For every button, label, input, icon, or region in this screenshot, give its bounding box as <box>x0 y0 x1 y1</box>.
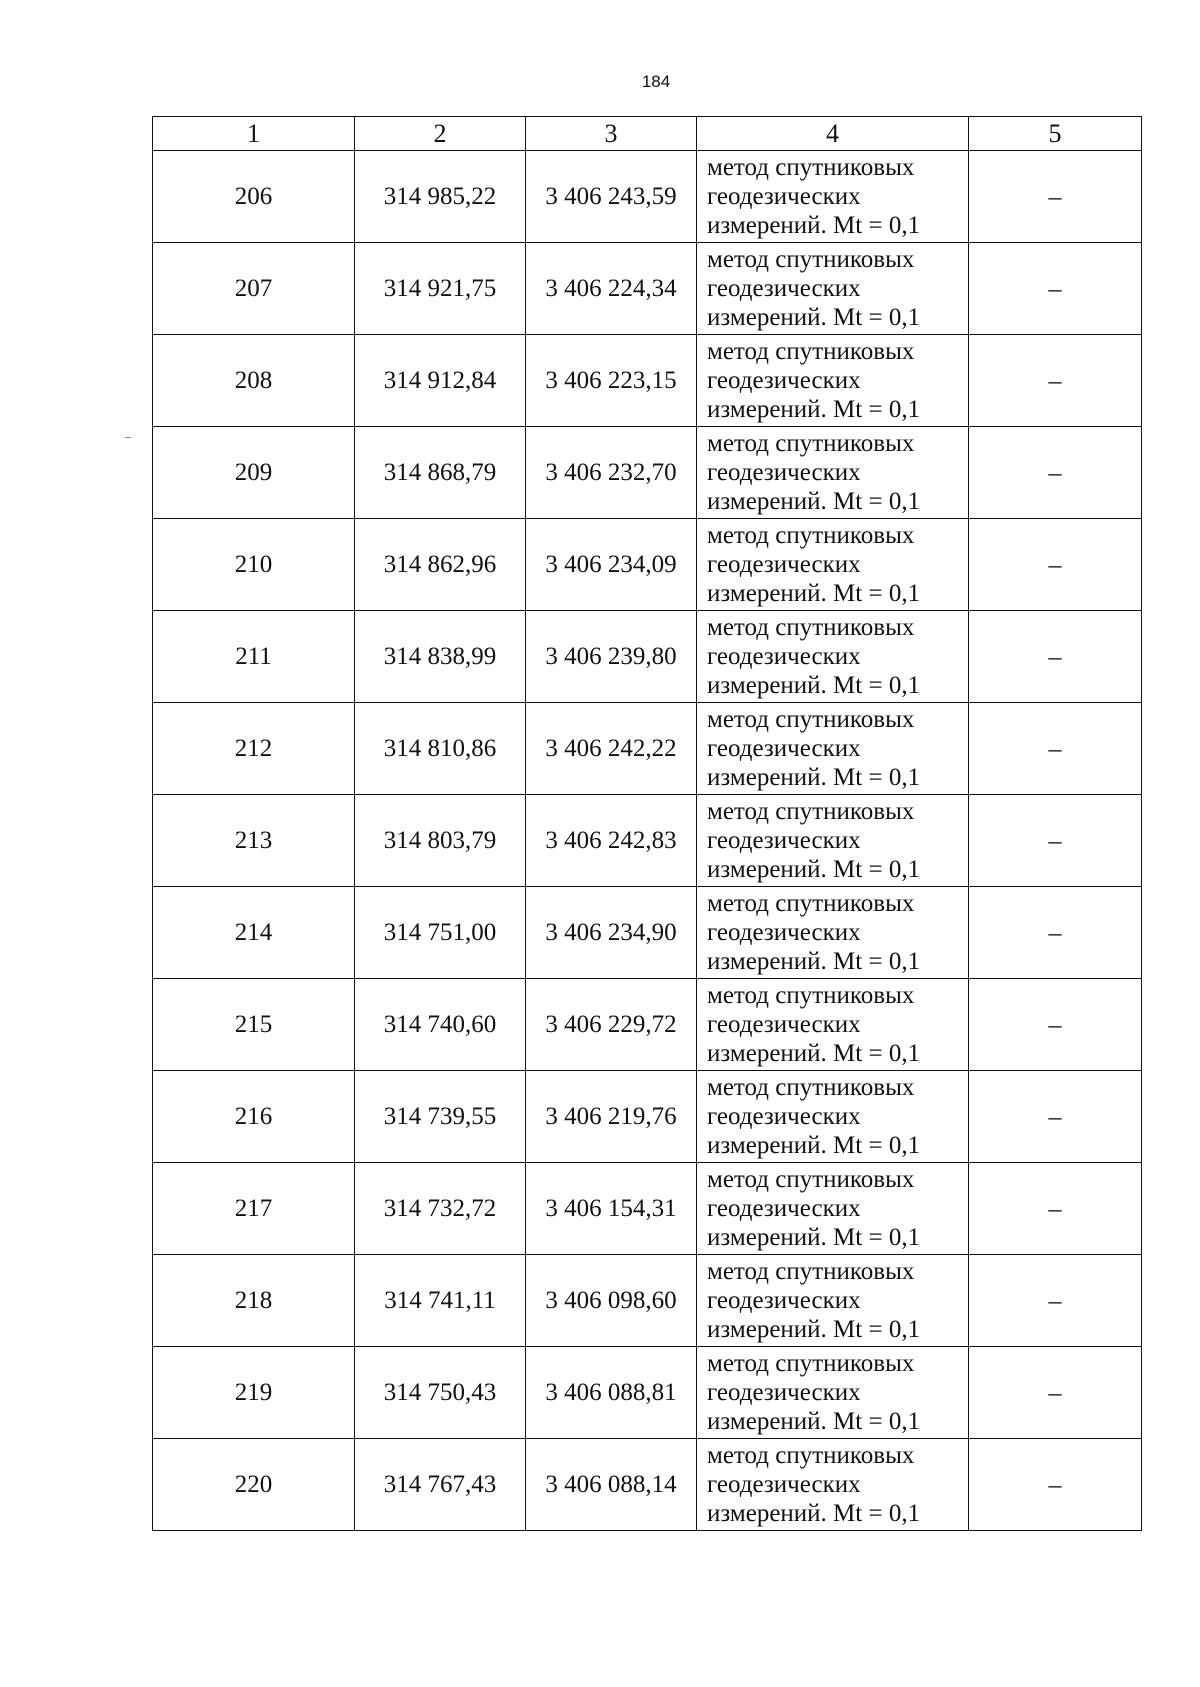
x-coordinate-cell: 314 751,00 <box>355 887 526 979</box>
column-header-1: 1 <box>153 117 355 151</box>
note-cell: – <box>969 1439 1142 1531</box>
method-text-line: метод спутниковых <box>707 430 915 457</box>
y-coordinate-cell: 3 406 219,76 <box>526 1071 697 1163</box>
y-coordinate-cell: 3 406 088,14 <box>526 1439 697 1531</box>
method-text-line: метод спутниковых <box>707 1166 915 1193</box>
coordinates-table <box>152 116 1142 1531</box>
point-number-cell: 218 <box>153 1255 355 1347</box>
method-text-line: измерений. Mt = 0,1 <box>707 1408 921 1435</box>
y-coordinate-cell: 3 406 239,80 <box>526 611 697 703</box>
table-row <box>153 979 1142 1071</box>
method-text-line: измерений. Mt = 0,1 <box>707 396 921 423</box>
method-cell <box>697 1163 969 1255</box>
method-text-line: метод спутниковых <box>707 890 915 917</box>
method-cell <box>697 151 969 243</box>
method-cell <box>697 1439 969 1531</box>
method-text-line: измерений. Mt = 0,1 <box>707 856 921 883</box>
method-text-line: метод спутниковых <box>707 1074 915 1101</box>
x-coordinate-cell: 314 750,43 <box>355 1347 526 1439</box>
method-text-line: геодезических <box>707 1287 861 1314</box>
note-cell: – <box>969 1163 1142 1255</box>
method-cell <box>697 1347 969 1439</box>
note-cell: – <box>969 1071 1142 1163</box>
table-row <box>153 1163 1142 1255</box>
x-coordinate-cell: 314 912,84 <box>355 335 526 427</box>
table-row <box>153 335 1142 427</box>
method-text-line: измерений. Mt = 0,1 <box>707 488 921 515</box>
point-number-cell: 209 <box>153 427 355 519</box>
method-text-line: метод спутниковых <box>707 798 915 825</box>
method-text-line: измерений. Mt = 0,1 <box>707 948 921 975</box>
point-number-cell: 214 <box>153 887 355 979</box>
method-text-line: геодезических <box>707 459 861 486</box>
method-cell <box>697 335 969 427</box>
method-text-line: геодезических <box>707 551 861 578</box>
column-header-3: 3 <box>526 117 697 151</box>
page-number: 184 <box>641 72 671 91</box>
method-cell <box>697 795 969 887</box>
point-number-cell: 213 <box>153 795 355 887</box>
method-text-line: геодезических <box>707 735 861 762</box>
note-cell: – <box>969 243 1142 335</box>
y-coordinate-cell: 3 406 234,09 <box>526 519 697 611</box>
y-coordinate-cell: 3 406 232,70 <box>526 427 697 519</box>
method-cell <box>697 611 969 703</box>
table-header-row <box>153 117 1142 151</box>
method-cell <box>697 1071 969 1163</box>
method-text-line: геодезических <box>707 1103 861 1130</box>
point-number-cell: 211 <box>153 611 355 703</box>
point-number-cell: 210 <box>153 519 355 611</box>
note-cell: – <box>969 1347 1142 1439</box>
y-coordinate-cell: 3 406 242,83 <box>526 795 697 887</box>
x-coordinate-cell: 314 921,75 <box>355 243 526 335</box>
x-coordinate-cell: 314 741,11 <box>355 1255 526 1347</box>
method-text-line: метод спутниковых <box>707 614 915 641</box>
y-coordinate-cell: 3 406 243,59 <box>526 151 697 243</box>
method-cell <box>697 887 969 979</box>
column-header-4: 4 <box>697 117 969 151</box>
method-text-line: метод спутниковых <box>707 522 915 549</box>
note-cell: – <box>969 611 1142 703</box>
table-row <box>153 519 1142 611</box>
y-coordinate-cell: 3 406 098,60 <box>526 1255 697 1347</box>
point-number-cell: 215 <box>153 979 355 1071</box>
table-row <box>153 1071 1142 1163</box>
note-cell: – <box>969 703 1142 795</box>
note-cell: – <box>969 335 1142 427</box>
x-coordinate-cell: 314 838,99 <box>355 611 526 703</box>
table-row <box>153 427 1142 519</box>
table-row <box>153 611 1142 703</box>
method-cell <box>697 519 969 611</box>
method-text-line: измерений. Mt = 0,1 <box>707 1316 921 1343</box>
x-coordinate-cell: 314 868,79 <box>355 427 526 519</box>
method-text-line: геодезических <box>707 367 861 394</box>
table-row <box>153 795 1142 887</box>
method-text-line: метод спутниковых <box>707 154 915 181</box>
method-text-line: метод спутниковых <box>707 246 915 273</box>
method-cell <box>697 1255 969 1347</box>
method-text-line: геодезических <box>707 643 861 670</box>
method-text-line: геодезических <box>707 183 861 210</box>
table-row <box>153 887 1142 979</box>
x-coordinate-cell: 314 739,55 <box>355 1071 526 1163</box>
method-cell <box>697 703 969 795</box>
y-coordinate-cell: 3 406 229,72 <box>526 979 697 1071</box>
x-coordinate-cell: 314 803,79 <box>355 795 526 887</box>
method-text-line: измерений. Mt = 0,1 <box>707 580 921 607</box>
table-row <box>153 151 1142 243</box>
x-coordinate-cell: 314 740,60 <box>355 979 526 1071</box>
note-cell: – <box>969 795 1142 887</box>
table-row <box>153 703 1142 795</box>
y-coordinate-cell: 3 406 154,31 <box>526 1163 697 1255</box>
method-text-line: измерений. Mt = 0,1 <box>707 212 921 239</box>
table-row <box>153 1347 1142 1439</box>
method-text-line: измерений. Mt = 0,1 <box>707 1500 921 1527</box>
method-text-line: метод спутниковых <box>707 982 915 1009</box>
method-cell <box>697 243 969 335</box>
method-text-line: измерений. Mt = 0,1 <box>707 764 921 791</box>
point-number-cell: 212 <box>153 703 355 795</box>
point-number-cell: 216 <box>153 1071 355 1163</box>
method-cell <box>697 427 969 519</box>
method-text-line: измерений. Mt = 0,1 <box>707 304 921 331</box>
point-number-cell: 207 <box>153 243 355 335</box>
column-header-5: 5 <box>969 117 1142 151</box>
y-coordinate-cell: 3 406 223,15 <box>526 335 697 427</box>
method-text-line: геодезических <box>707 1379 861 1406</box>
note-cell: – <box>969 887 1142 979</box>
method-text-line: метод спутниковых <box>707 1258 915 1285</box>
scan-mark <box>125 437 131 438</box>
method-text-line: геодезических <box>707 827 861 854</box>
point-number-cell: 217 <box>153 1163 355 1255</box>
table-row <box>153 1255 1142 1347</box>
x-coordinate-cell: 314 985,22 <box>355 151 526 243</box>
table-row <box>153 1439 1142 1531</box>
method-text-line: геодезических <box>707 919 861 946</box>
y-coordinate-cell: 3 406 234,90 <box>526 887 697 979</box>
method-text-line: измерений. Mt = 0,1 <box>707 1040 921 1067</box>
method-text-line: геодезических <box>707 1471 861 1498</box>
method-text-line: геодезических <box>707 1195 861 1222</box>
y-coordinate-cell: 3 406 242,22 <box>526 703 697 795</box>
y-coordinate-cell: 3 406 088,81 <box>526 1347 697 1439</box>
table-row <box>153 243 1142 335</box>
method-text-line: метод спутниковых <box>707 1442 915 1469</box>
note-cell: – <box>969 519 1142 611</box>
method-text-line: геодезических <box>707 1011 861 1038</box>
point-number-cell: 208 <box>153 335 355 427</box>
x-coordinate-cell: 314 767,43 <box>355 1439 526 1531</box>
point-number-cell: 219 <box>153 1347 355 1439</box>
column-header-2: 2 <box>355 117 526 151</box>
method-text-line: измерений. Mt = 0,1 <box>707 672 921 699</box>
x-coordinate-cell: 314 810,86 <box>355 703 526 795</box>
method-text-line: метод спутниковых <box>707 338 915 365</box>
note-cell: – <box>969 979 1142 1071</box>
point-number-cell: 220 <box>153 1439 355 1531</box>
method-text-line: измерений. Mt = 0,1 <box>707 1132 921 1159</box>
point-number-cell: 206 <box>153 151 355 243</box>
note-cell: – <box>969 427 1142 519</box>
method-text-line: метод спутниковых <box>707 706 915 733</box>
method-text-line: метод спутниковых <box>707 1350 915 1377</box>
x-coordinate-cell: 314 862,96 <box>355 519 526 611</box>
method-cell <box>697 979 969 1071</box>
method-text-line: измерений. Mt = 0,1 <box>707 1224 921 1251</box>
x-coordinate-cell: 314 732,72 <box>355 1163 526 1255</box>
method-text-line: геодезических <box>707 275 861 302</box>
y-coordinate-cell: 3 406 224,34 <box>526 243 697 335</box>
note-cell: – <box>969 1255 1142 1347</box>
table-body <box>153 151 1142 1531</box>
note-cell: – <box>969 151 1142 243</box>
